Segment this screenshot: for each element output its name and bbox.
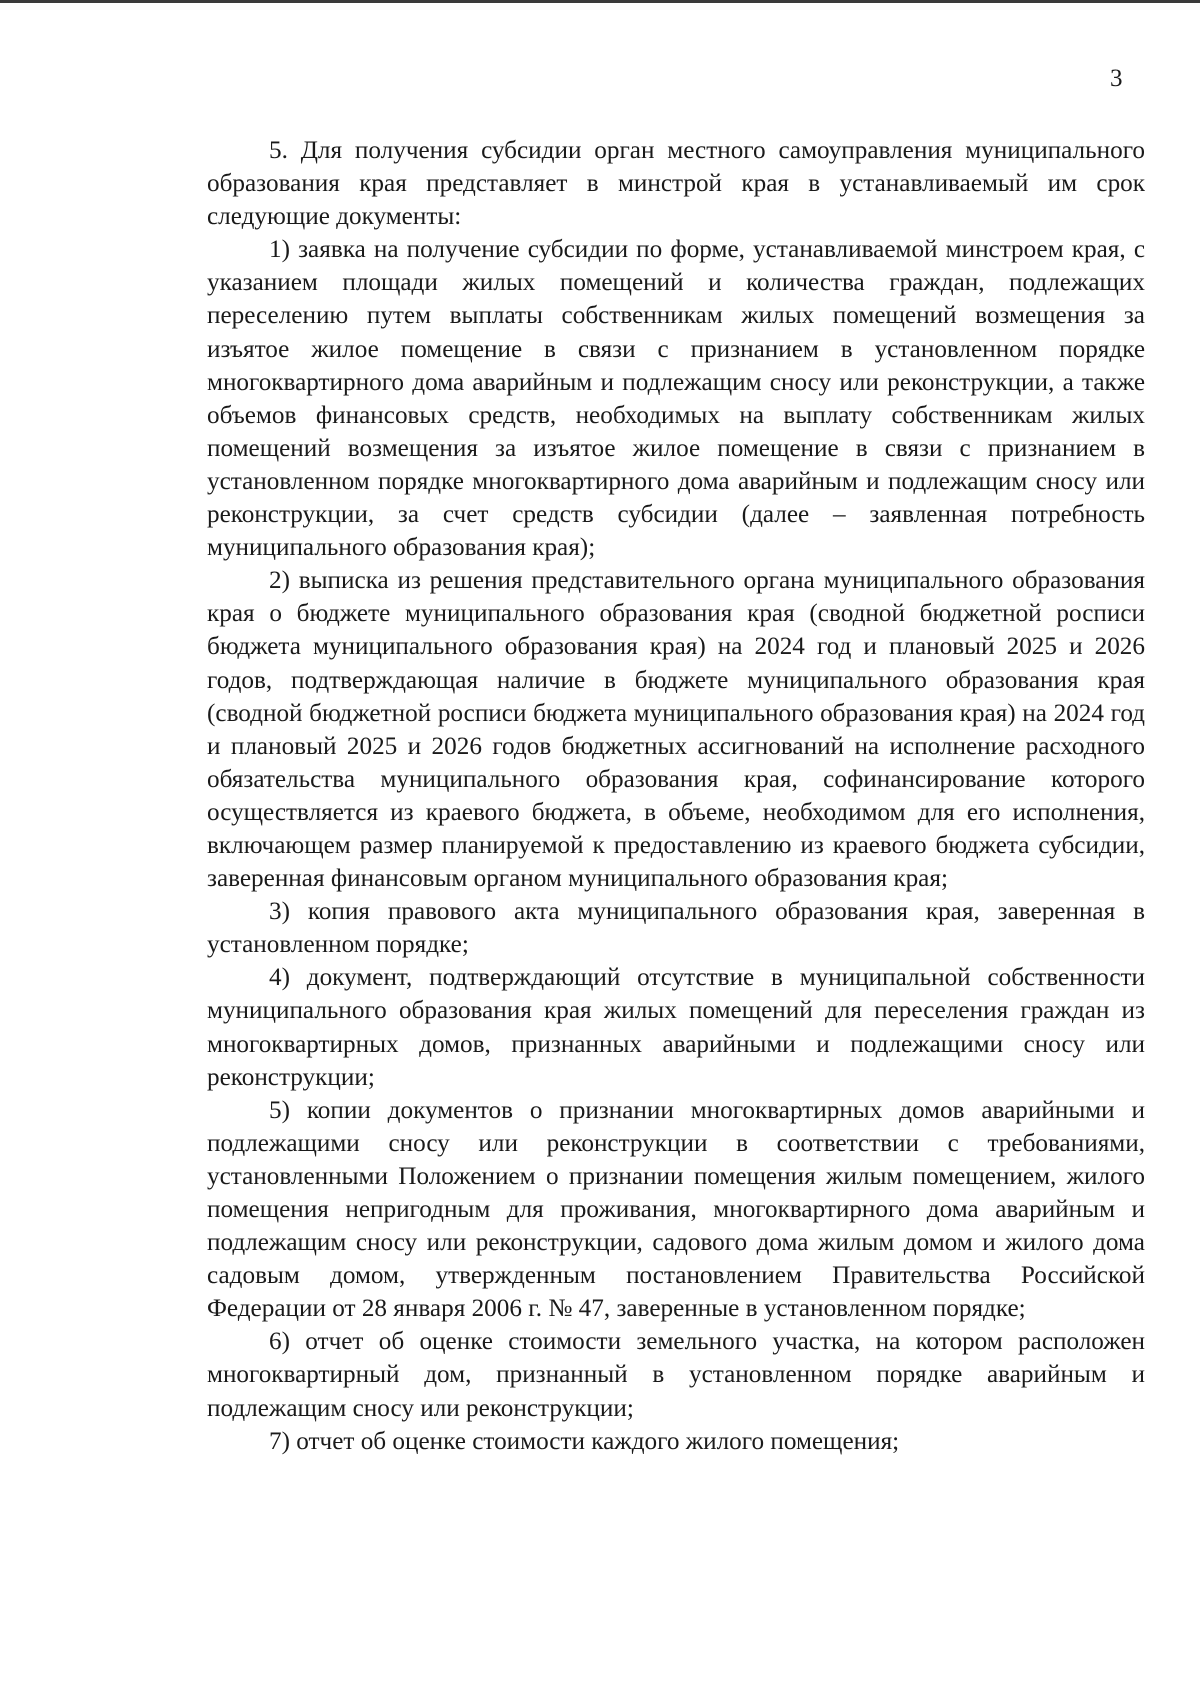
paragraph-subitem-6-land-valuation: 6) отчет об оценке стоимости земельного участка, на котором расположен многоквартирный дом, признанный в установленном порядке аварийным и подлежащим сносу или реконструкции; <box>207 1328 1145 1422</box>
page-number: 3 <box>1110 65 1123 92</box>
paragraph-subitem-2-budget-extract: 2) выписка из решения представительного органа муниципального образования края о бюджете муниципального образования края (сводной бюджетной росписи бюджета муниципального образования края) на 2024 год и плановый 2025 и 2026 годов, подтверждающая наличие в бюджете муниципального образования края (сводной бюджетной росписи бюджета муниципального образования края) на 2024 год и плановый 2025 и 2026 годов бюджетных ассигнований на исполнение расходного обязательства муниципального образования края, софинансирование которого осуществляется из краевого бюджета, в объеме, необходимом для его исполнения, включающем размер планируемой к предоставлению из краевого бюджета субсидии, заверенная финансовым органом муниципального образования края; <box>207 567 1145 893</box>
document-body <box>207 134 1145 1458</box>
paragraph-subitem-1-application: 1) заявка на получение субсидии по форме, устанавливаемой минстроем края, с указанием площади жилых помещений и количества граждан, подлежащих переселению путем выплаты собственникам жилых помещений возмещения за изъятое жилое помещение в связи с признанием в установленном порядке многоквартирного дома аварийным и подлежащим сносу или реконструкции, а также объемов финансовых средств, необходимых на выплату собственникам жилых помещений возмещения за изъятое жилое помещение в связи с признанием в установленном порядке многоквартирного дома аварийным и подлежащим сносу или реконструкции, за счет средств субсидии (далее – заявленная потребность муниципального образования края); <box>207 236 1145 562</box>
paragraph-item-5-intro: 5. Для получения субсидии орган местного самоуправления муниципального образования края представляет в минстрой края в устанавливаемый им срок следующие документы: <box>207 137 1145 231</box>
paragraph-subitem-7-dwelling-valuation: 7) отчет об оценке стоимости каждого жилого помещения; <box>269 1427 900 1455</box>
paragraph-subitem-5-recognition-documents: 5) копии документов о признании многоквартирных домов аварийными и подлежащими сносу или реконструкции в соответствии с требованиями, установленными Положением о признании помещения жилым помещением, жилого помещения непригодным для проживания, многоквартирного дома аварийным и подлежащим сносу или реконструкции, садового дома жилым домом и жилого дома садовым домом, утвержденным постановлением Правительства Российской Федерации от 28 января 2006 г. № 47, заверенные в установленном порядке; <box>207 1096 1145 1323</box>
paragraph-subitem-4-absence-document: 4) документ, подтверждающий отсутствие в муниципальной собственности муниципального образования края жилых помещений для переселения граждан из многоквартирных домов, признанных аварийными и подлежащими сносу или реконструкции; <box>207 964 1145 1091</box>
scan-top-edge-line <box>0 0 1200 3</box>
paragraph-subitem-3-legal-act-copy: 3) копия правового акта муниципального образования края, заверенная в установленном порядке; <box>207 898 1145 959</box>
